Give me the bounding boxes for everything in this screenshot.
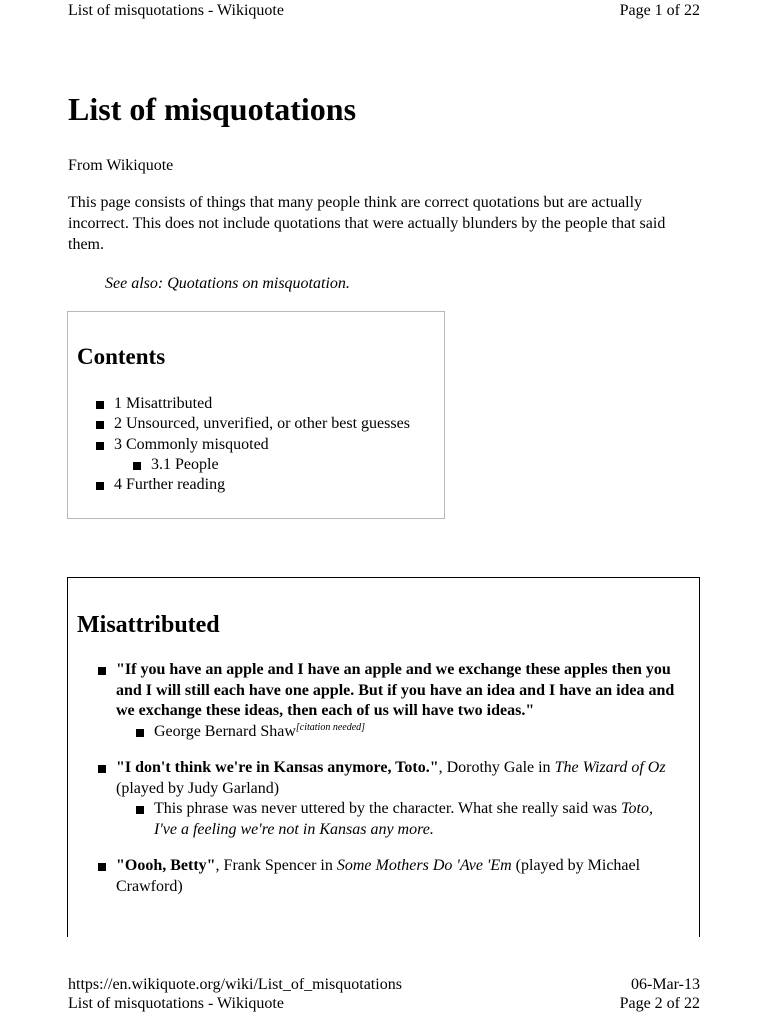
toc-item-misattributed[interactable]: 1 Misattributed [96,394,410,414]
site-sub: From Wikiquote [68,157,174,174]
page-header-title: List of misquotations - Wikiquote [68,2,284,19]
footer-page-number: Page 2 of 22 [619,995,700,1012]
attribution-text: (played by Michael Crawford) [116,857,641,895]
list-item [136,799,678,840]
attribution-text: (played by Judy Garland) [116,779,280,797]
table-of-contents [67,311,445,519]
quote-list [98,660,678,913]
section-misattributed [67,577,700,937]
bullet-square-icon [96,401,104,409]
quote-text: "I don't think we're in Kansas anymore, Toto." [116,759,439,776]
bullet-square-icon [133,462,141,470]
bullet-square-icon [96,421,104,429]
toc-item-commonly-misquoted[interactable]: 3 Commonly misquoted [96,435,410,455]
bullet-square-icon [96,482,104,490]
list-item [98,758,678,840]
list-item [136,722,678,743]
work-title[interactable]: The Wizard of Oz [554,759,666,776]
bullet-square-icon [96,442,104,450]
footer-date: 06-Mar-13 [631,976,700,993]
attribution-text[interactable]: George Bernard Shaw [154,722,296,740]
citation-needed-note[interactable]: [citation needed] [295,721,366,733]
work-title[interactable]: Some Mothers Do 'Ave 'Em [336,857,512,874]
footer-title: List of misquotations - Wikiquote [68,995,284,1012]
toc-item-unsourced[interactable]: 2 Unsourced, unverified, or other best guesses [96,414,410,434]
note-text: This phrase was never uttered by the character. What she really said was [154,800,622,817]
footer-url: https://en.wikiquote.org/wiki/List_of_misquotations [68,976,402,993]
toc-item-people[interactable]: 3.1 People [133,455,410,475]
attribution-text: , Frank Spencer in [215,857,337,874]
list-item [98,856,678,897]
see-also-link[interactable]: See also: Quotations on misquotation. [105,275,350,292]
toc-item-further-reading[interactable]: 4 Further reading [96,475,410,495]
bullet-square-icon [98,765,106,773]
page-title: List of misquotations [68,91,357,127]
page-header-number: Page 1 of 22 [619,2,700,19]
note-quote: Toto, I've a feeling we're not in Kansas any more. [154,800,653,838]
bullet-square-icon [136,729,144,737]
quote-text: "Oooh, Betty" [116,857,216,874]
toc-list [96,394,410,495]
bullet-square-icon [98,863,106,871]
toc-title: Contents [77,344,166,369]
bullet-square-icon [136,806,144,814]
section-title: Misattributed [77,612,220,638]
bullet-square-icon [98,667,106,675]
intro-paragraph: This page consists of things that many people think are correct quotations but are actually incorrect. This does not include quotations that were actually blunders by the people that said them. [68,194,666,253]
list-item [98,660,678,742]
attribution-text: , Dorothy Gale in [438,759,555,776]
quote-text: "If you have an apple and I have an apple and we exchange these apples then you and I will still each have one apple. But if you have an idea and I have an idea and we exchange these ideas, then each of us will have two ideas." [116,661,675,719]
